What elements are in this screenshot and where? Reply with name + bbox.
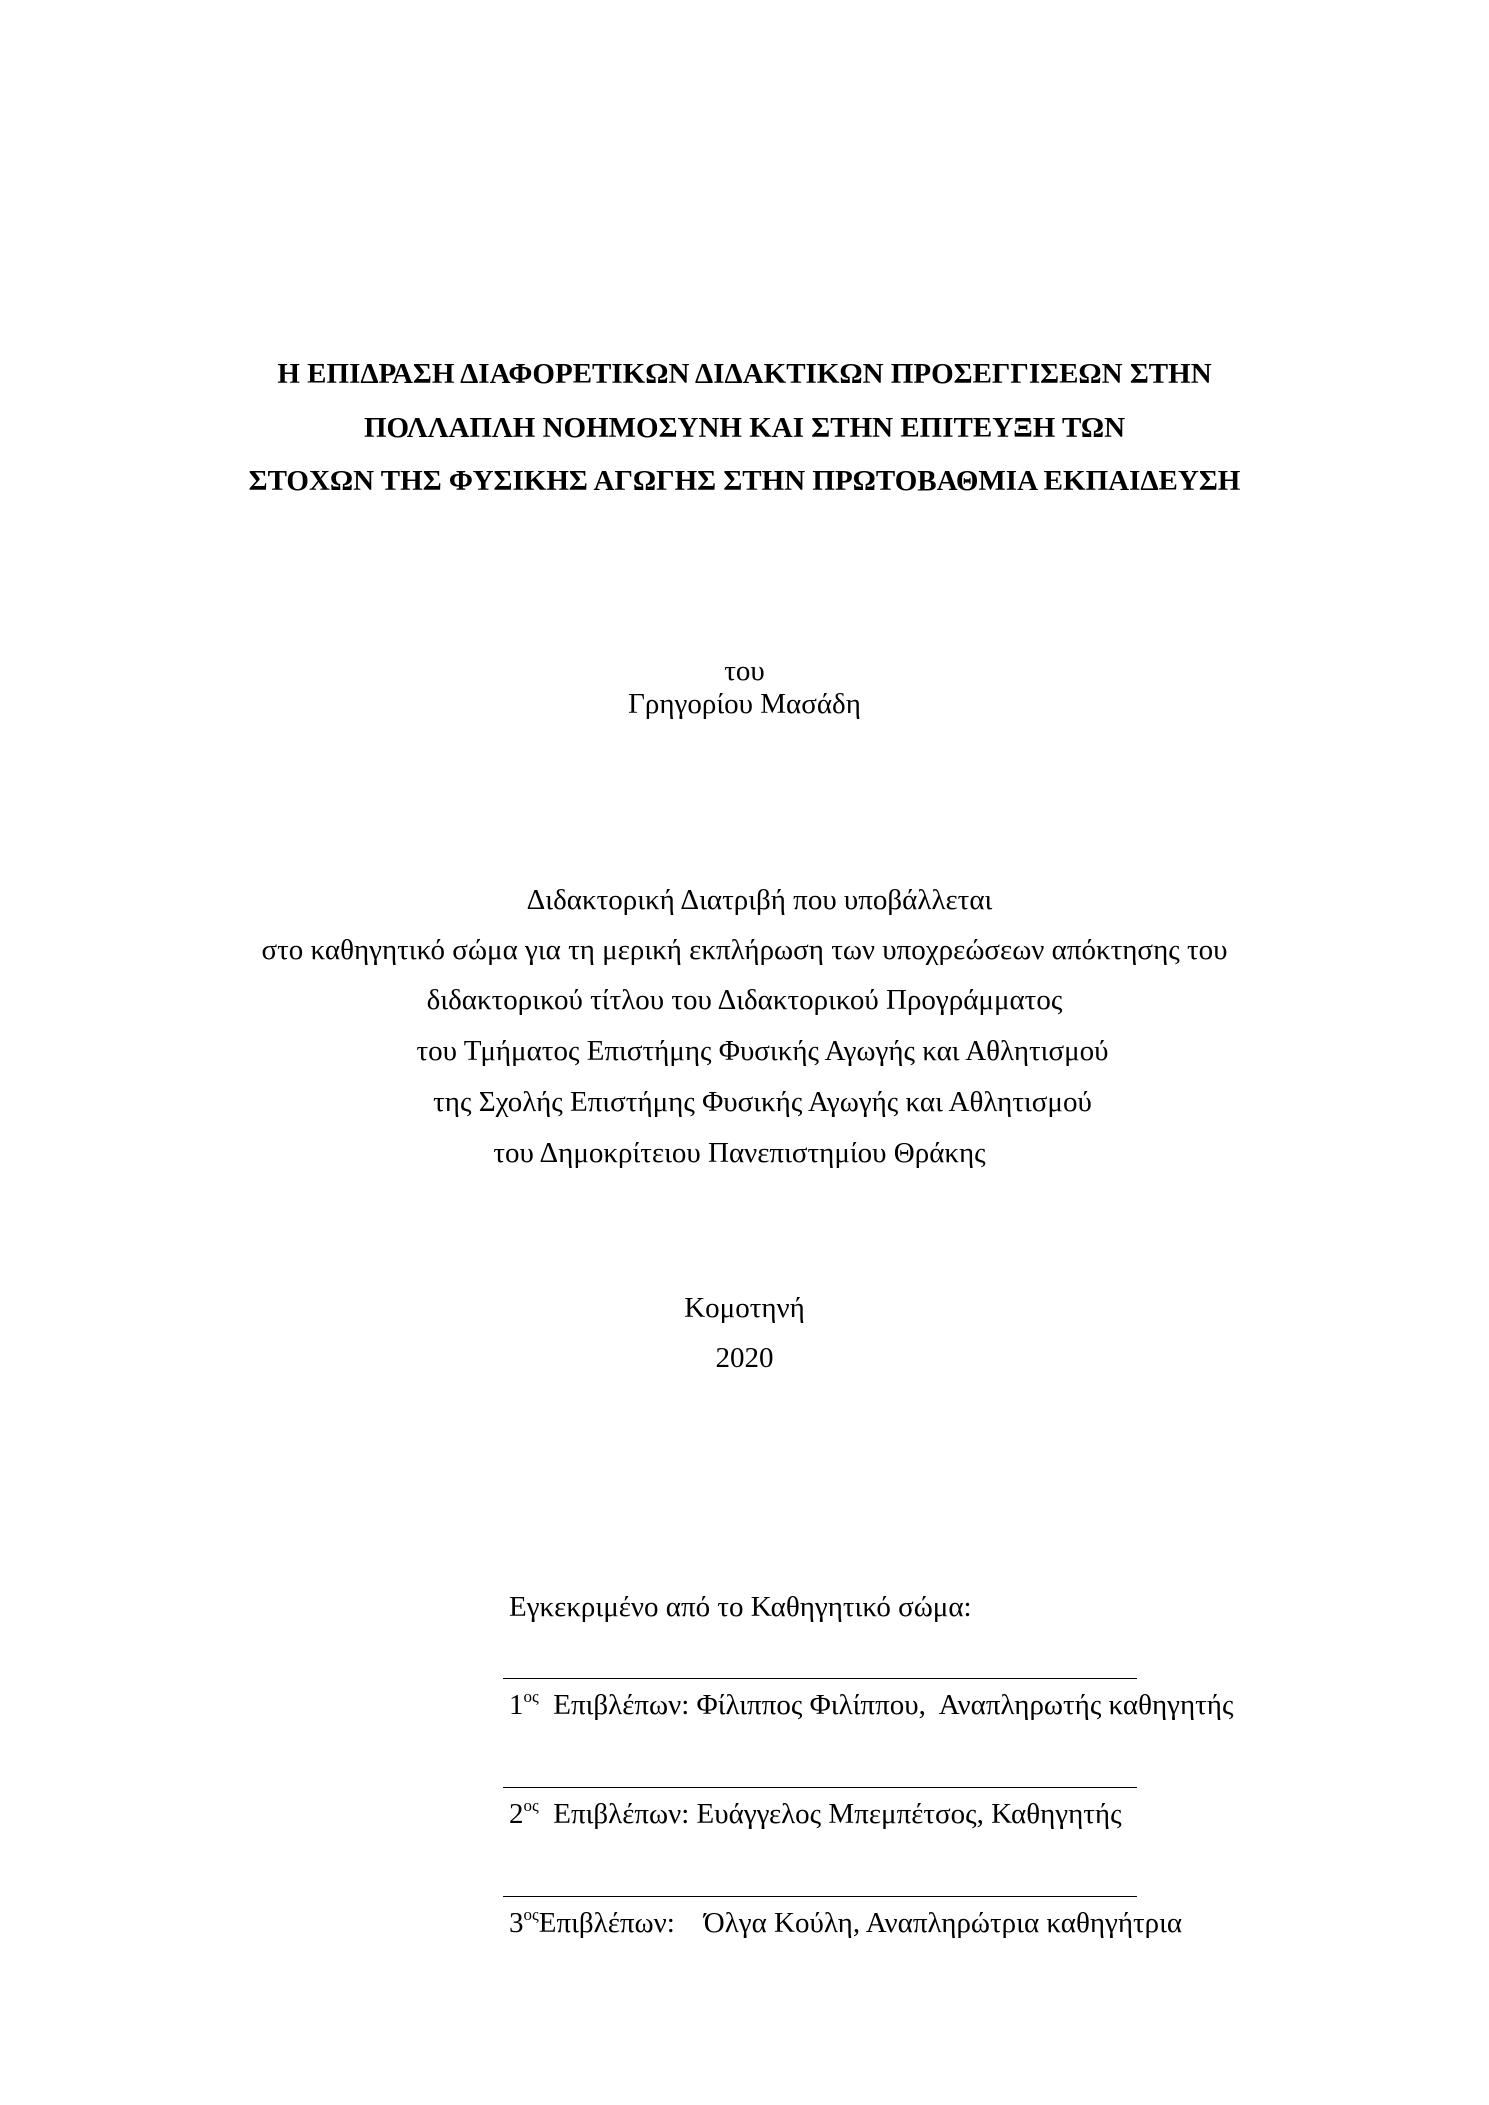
thesis-title-line-2: ΠΟΛΛΑΠΛΗ ΝΟΗΜΟΣΥΝΗ ΚΑΙ ΣΤΗΝ ΕΠΙΤΕΥΞΗ ΤΩΝ [363,412,1126,444]
submission-line-2: στο καθηγητικό σώμα για τη μερική εκπλήρωση των υποχρεώσεων απόκτησης του [261,934,1228,966]
thesis-title-line-3: ΣΤΟΧΩΝ ΤΗΣ ΦΥΣΙΚΗΣ ΑΓΩΓΗΣ ΣΤΗΝ ΠΡΩΤΟΒΑΘΜΙΑ ΕΚΠΑΙΔΕΥΣΗ [248,465,1241,497]
supervisor-1-name: Φίλιππος Φιλίππου, [696,1689,926,1721]
supervisor-2-name: Ευάγγελος Μπεμπέτσος, [696,1798,984,1830]
author-prefix: του [724,655,765,687]
signature-line-2 [503,1787,1137,1788]
supervisor-3-name: Όλγα Κούλη, [703,1907,861,1939]
supervisor-2-ordinal-suffix: ος [523,1796,539,1815]
submission-line-1: Διδακτορική Διατριβή που υποβάλλεται [526,884,993,916]
submission-line-5: της Σχολής Επιστήμης Φυσικής Αγωγής και Αθλητισμού [433,1086,1092,1118]
supervisor-1 [509,1687,1233,1723]
year: 2020 [715,1342,774,1374]
supervisor-1-title: Αναπληρωτής καθηγητής [938,1689,1234,1721]
supervisor-2-ordinal: 2 [509,1798,524,1830]
supervisor-3 [509,1905,1182,1941]
supervisor-1-role: Επιβλέπων: [553,1689,690,1721]
submission-line-3: διδακτορικού τίτλου του Διδακτορικού Προγράμματος [426,984,1063,1016]
supervisor-2 [509,1796,1122,1832]
supervisor-2-role: Επιβλέπων: [553,1798,690,1830]
signature-line-1 [503,1678,1137,1679]
supervisor-3-title: Αναπληρώτρια καθηγήτρια [865,1907,1183,1939]
author-name: Γρηγορίου Μασάδη [628,688,861,720]
supervisor-3-role: Επιβλέπων: [538,1907,675,1939]
supervisor-2-title: Καθηγητής [991,1798,1122,1830]
submission-line-6: του Δημοκρίτειου Πανεπιστημίου Θράκης [493,1137,986,1169]
supervisor-1-ordinal: 1 [509,1689,524,1721]
supervisor-1-ordinal-suffix: ος [523,1687,539,1706]
signature-line-3 [503,1896,1137,1897]
submission-line-4: του Τμήματος Επιστήμης Φυσικής Αγωγής και Αθλητισμού [416,1035,1109,1067]
place: Κομοτηνή [684,1292,805,1324]
supervisor-3-ordinal: 3 [509,1907,524,1939]
approval-heading: Εγκεκριμένο από το Καθηγητικό σώμα: [509,1591,972,1623]
thesis-title-line-1: Η ΕΠΙΔΡΑΣΗ ΔΙΑΦΟΡΕΤΙΚΩΝ ΔΙΔΑΚΤΙΚΩΝ ΠΡΟΣΕΓΓΙΣΕΩΝ ΣΤΗΝ [277,358,1212,390]
supervisor-3-ordinal-suffix: ος [523,1905,539,1924]
